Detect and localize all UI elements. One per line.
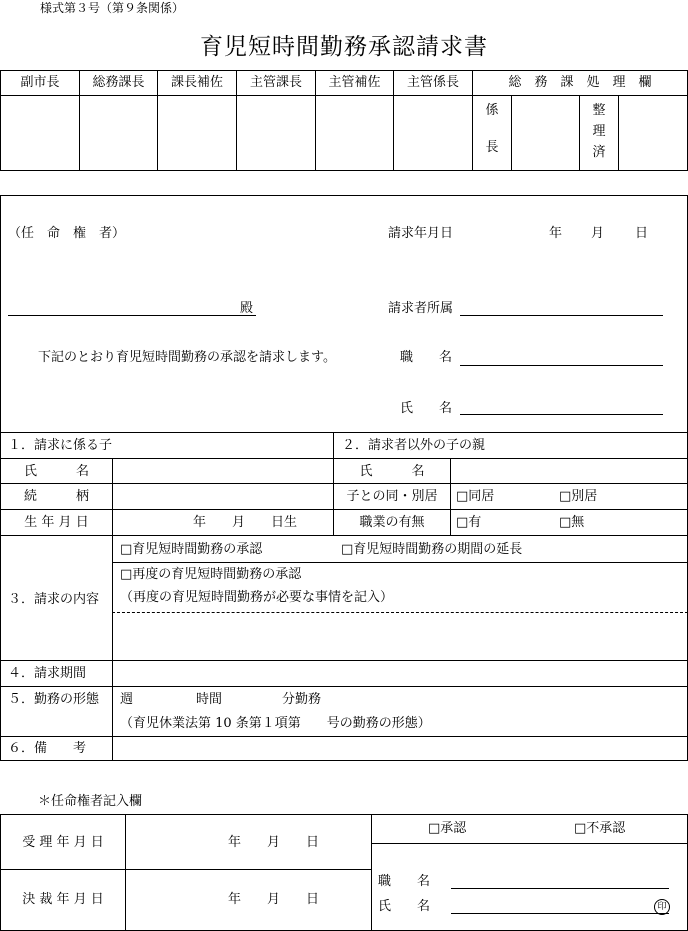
received-date-value: 年 月 日: [228, 835, 320, 850]
position-label: 職 名: [400, 350, 453, 365]
job-checkbox-yes[interactable]: □有: [456, 515, 482, 530]
period-label: ４．請求期間: [8, 666, 87, 681]
request-date-year: 年: [549, 226, 563, 241]
cohabit-label: 子との同・別居: [346, 489, 438, 504]
work-law-note: （育児休業法第 10 条第１項第 号の勤務の形態）: [120, 716, 431, 731]
approve-checkbox[interactable]: □承認: [428, 821, 467, 836]
content-label: ３．請求の内容: [8, 592, 100, 607]
position-line[interactable]: [460, 365, 663, 366]
requester-name-line[interactable]: [460, 414, 663, 415]
child-birth-label: 生 年 月 日: [24, 515, 89, 530]
kakari-char: 係: [485, 103, 499, 118]
appointer-section-heading: ＊任命権者記入欄: [38, 794, 143, 809]
child-name-label: 氏 名: [23, 464, 89, 479]
content-checkbox-approval[interactable]: □育児短時間勤務の承認: [120, 542, 263, 557]
request-statement: 下記のとおり育児短時間勤務の承認を請求します。: [38, 350, 336, 365]
decided-date-value: 年 月 日: [228, 892, 320, 907]
approval-header-shukanhosa: 主管補佐: [328, 75, 381, 90]
affiliation-label: 請求者所属: [388, 301, 454, 316]
work-label: ５．勤務の形態: [8, 692, 100, 707]
approver-name-label: 氏 名: [378, 899, 431, 914]
work-week: 週: [120, 692, 134, 707]
job-checkbox-no[interactable]: □無: [559, 515, 585, 530]
remarks-label: ６．備 考: [8, 741, 87, 756]
request-date-label: 請求年月日: [388, 226, 454, 241]
affiliation-line[interactable]: [460, 315, 663, 316]
zumi-char: 済: [592, 145, 606, 160]
received-date-label: 受 理 年 月 日: [22, 835, 104, 850]
approval-header-fukushicho: 副市長: [20, 75, 60, 90]
disapprove-checkbox[interactable]: □不承認: [574, 821, 626, 836]
cohabit-checkbox-separate[interactable]: □別居: [559, 489, 598, 504]
content-checkbox-reapproval[interactable]: □再度の育児短時間勤務の承認: [120, 567, 302, 582]
content-note: （再度の育児短時間勤務が必要な事情を記入）: [120, 590, 394, 605]
dono-label: 殿: [240, 301, 254, 316]
content-checkbox-extension[interactable]: □育児短時間勤務の期間の延長: [341, 542, 523, 557]
parent-name-label: 氏 名: [359, 464, 425, 479]
approval-header-somukacho: 総務課長: [92, 75, 145, 90]
work-minutes: 分勤務: [282, 692, 322, 707]
appointer-name-line[interactable]: [8, 315, 256, 316]
approval-header-shukankacho: 主管課長: [249, 75, 302, 90]
approval-header-soumu: 総 務 課 処 理 欄: [508, 75, 652, 90]
requester-name-label: 氏 名: [400, 401, 453, 416]
child-relation-label: 続 柄: [23, 489, 89, 504]
request-date-month: 月: [591, 226, 605, 241]
approver-name-line[interactable]: [451, 913, 669, 914]
section-child: １．請求に係る子: [8, 438, 113, 453]
sei-char: 整: [592, 103, 606, 118]
page-title: 育児短時間勤務承認請求書: [200, 34, 488, 60]
form-number: 様式第３号（第９条関係）: [40, 1, 185, 15]
approver-position-label: 職 名: [378, 874, 431, 889]
approval-header-shukankakaricho: 主管係長: [406, 75, 459, 90]
ri-char: 理: [592, 124, 606, 139]
request-date-day: 日: [635, 226, 649, 241]
decided-date-label: 決 裁 年 月 日: [22, 892, 104, 907]
cho-char: 長: [485, 140, 499, 155]
work-hours: 時間: [196, 692, 223, 707]
section-other-parent: ２．請求者以外の子の親: [342, 438, 486, 453]
approver-position-line[interactable]: [451, 888, 669, 889]
child-birth-value: 年 月 日生: [193, 515, 298, 530]
appointer-label: （任 命 権 者）: [8, 226, 126, 241]
seal-mark: 印: [654, 899, 670, 915]
job-label: 職業の有無: [359, 515, 425, 530]
approval-header-kachohosa: 課長補佐: [170, 75, 223, 90]
cohabit-checkbox-same[interactable]: □同居: [456, 489, 495, 504]
